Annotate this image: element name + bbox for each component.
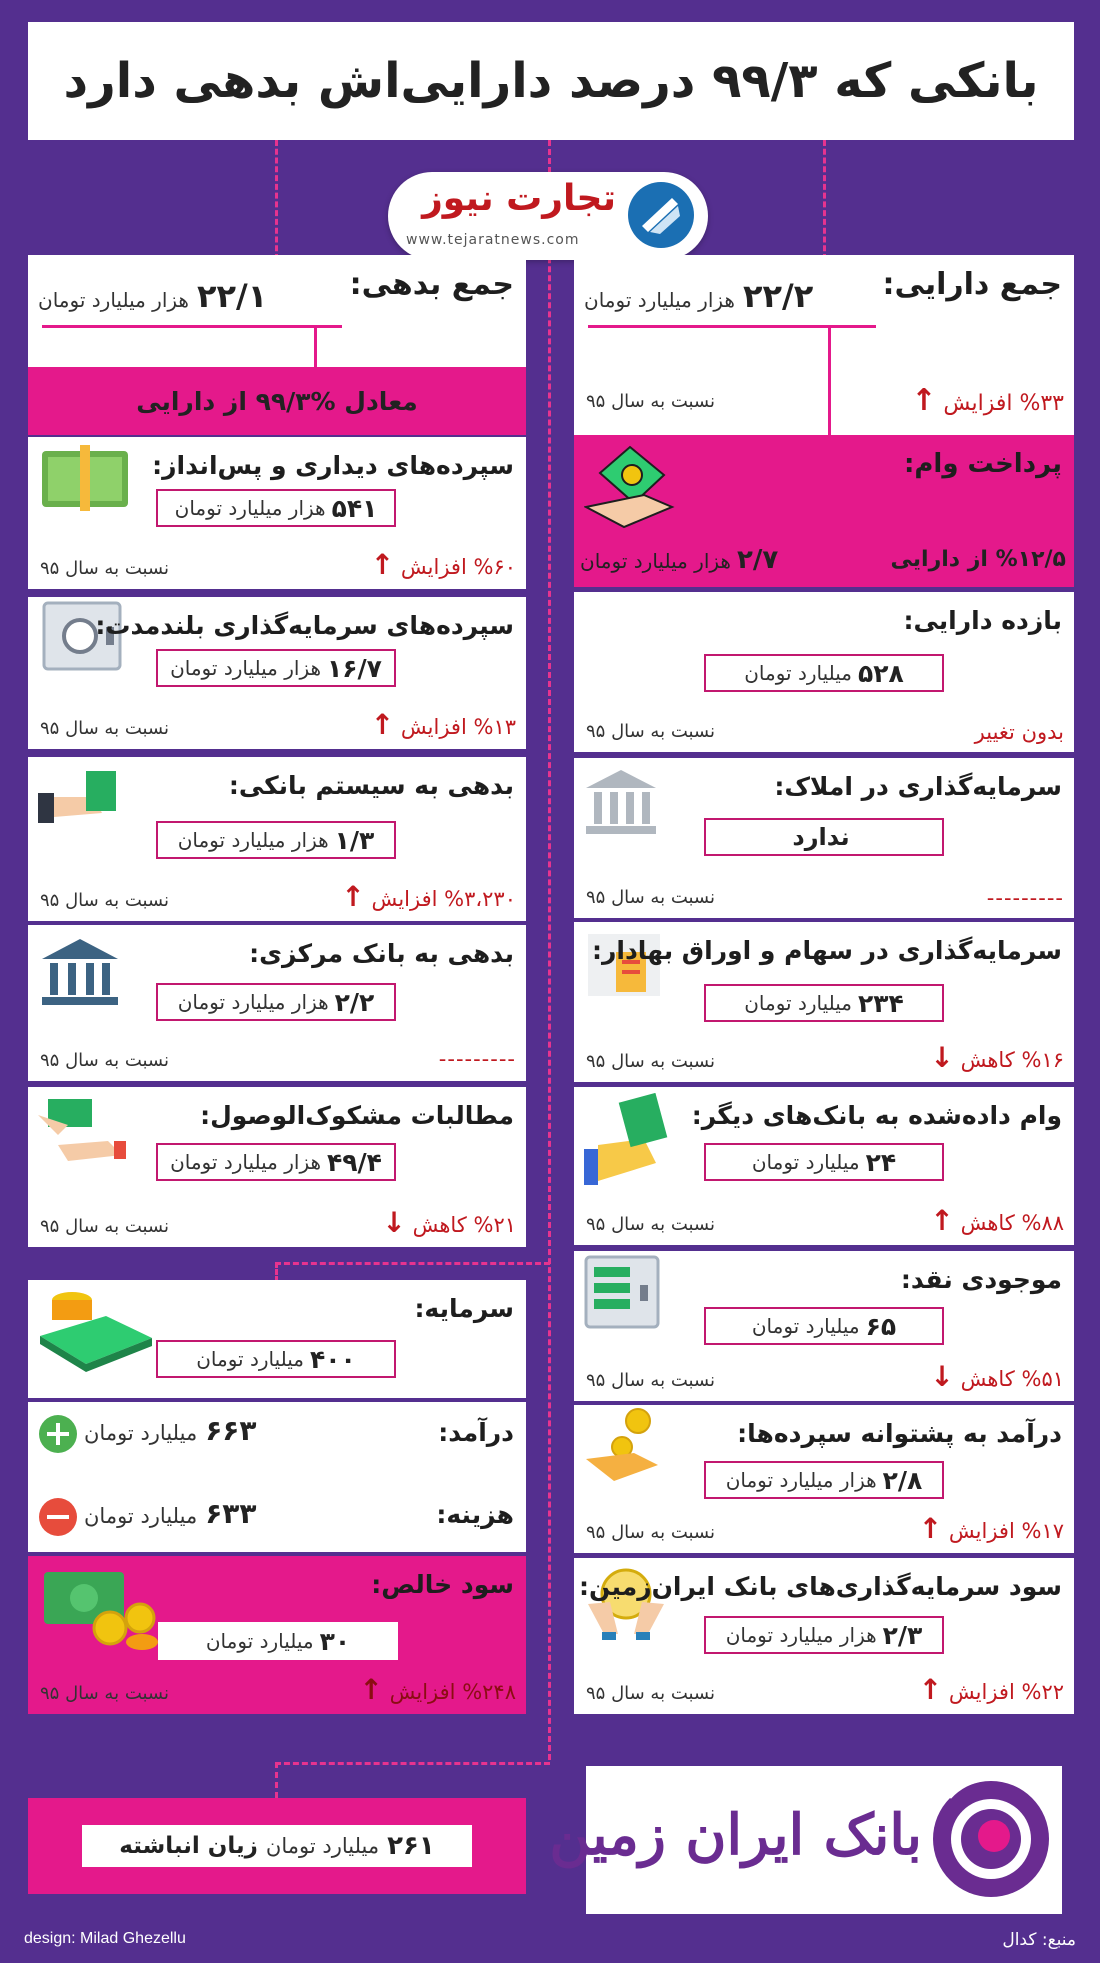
card-change: %۳،۲۳۰ افزایش ↑ — [341, 880, 516, 913]
capital-card — [28, 1280, 526, 1398]
bank-logo-text: بانک ایران زمین — [549, 1802, 922, 1868]
left-card-1 — [28, 597, 526, 749]
left-card-2 — [28, 757, 526, 921]
card-value-box: ۴۹/۴ هزار میلیارد تومان — [156, 1143, 396, 1181]
money-bundle-icon — [40, 445, 130, 515]
net-profit-heading: سود خالص: — [371, 1570, 514, 1599]
cash-vault-icon — [584, 1255, 660, 1335]
card-value-box: ۲/۲ هزار میلیارد تومان — [156, 983, 396, 1021]
source-credit: منبع: کدال — [1002, 1930, 1076, 1950]
total-assets-change: %۳۳ افزایش ↑ — [911, 383, 1064, 418]
bank-building-icon — [40, 937, 120, 1011]
total-debts-card — [28, 255, 526, 367]
card-value-box: ۲۴ میلیارد تومان — [704, 1143, 944, 1181]
plus-circle-icon — [38, 1414, 78, 1458]
card-heading: سرمایه‌گذاری در املاک: — [774, 772, 1062, 801]
card-value-box: ندارد — [704, 818, 944, 856]
card-heading: مطالبات مشکوک‌الوصول: — [200, 1101, 514, 1130]
loans-value: ۲/۷هزار میلیارد تومان — [580, 545, 779, 575]
card-change: %۱۶ کاهش ↓ — [930, 1041, 1064, 1074]
page-title: بانکی که ۹۹/۳ درصد دارایی‌اش بدهی دارد — [28, 22, 1074, 140]
card-change: %۵۱ کاهش ↓ — [930, 1360, 1064, 1393]
right-card-6 — [574, 1558, 1074, 1714]
total-assets-card — [574, 255, 1074, 435]
card-heading: بازده دارایی: — [903, 606, 1062, 635]
right-card-1 — [574, 758, 1074, 918]
logo-mark-icon — [628, 182, 694, 248]
bank-emblem-icon — [928, 1776, 1054, 1906]
card-heading: سود سرمایه‌گذاری‌های بانک ایران‌زمین: — [579, 1572, 1062, 1601]
income-expense-card — [28, 1402, 526, 1552]
card-value-box: ۱/۳ هزار میلیارد تومان — [156, 821, 396, 859]
left-card-3 — [28, 925, 526, 1081]
card-heading: سرمایه‌گذاری در سهام و اوراق بهادار: — [592, 936, 1062, 965]
card-value-box: ۲۳۴ میلیارد تومان — [704, 984, 944, 1022]
logo-url: www.tejaratnews.com — [406, 232, 580, 248]
card-change: %۱۷ افزایش ↑ — [918, 1512, 1064, 1545]
card-heading: موجودی نقد: — [900, 1265, 1062, 1294]
capital-heading: سرمایه: — [414, 1294, 514, 1323]
card-value-box: ۲/۸ هزار میلیارد تومان — [704, 1461, 944, 1499]
card-change: %۸۸ کاهش ↑ — [930, 1204, 1064, 1237]
loss-box: ۲۶۱ میلیارد تومان زیان انباشته — [82, 1825, 472, 1867]
bank-building-icon — [584, 768, 658, 842]
card-ref: نسبت به سال ۹۵ — [40, 1216, 169, 1237]
expense-heading: هزینه: — [436, 1500, 514, 1529]
card-ref: نسبت به سال ۹۵ — [40, 890, 169, 911]
card-change: %۶۰ افزایش ↑ — [370, 548, 516, 581]
card-ref: نسبت به سال ۹۵ — [40, 558, 169, 579]
card-value-box: ۵۴۱ هزار میلیارد تومان — [156, 489, 396, 527]
logo-name: تجارت نیوز — [422, 178, 616, 219]
card-ref: نسبت به سال ۹۵ — [586, 1370, 715, 1391]
total-assets-value: ۲۲/۲هزار میلیارد تومان — [584, 277, 814, 315]
debts-ratio-banner: معادل %۹۹/۳ از دارایی — [28, 367, 526, 435]
card-ref: نسبت به سال ۹۵ — [586, 1214, 715, 1235]
card-value-box: ۲/۳ هزار میلیارد تومان — [704, 1616, 944, 1654]
card-heading: وام داده‌شده به بانک‌های دیگر: — [691, 1101, 1062, 1130]
income-heading: درآمد: — [438, 1418, 514, 1447]
total-assets-heading: جمع دارایی: — [882, 267, 1062, 302]
left-card-4 — [28, 1087, 526, 1247]
loans-pct: %۱۲/۵ از دارایی — [890, 547, 1066, 572]
card-ref: نسبت به سال ۹۵ — [586, 887, 715, 908]
card-ref: نسبت به سال ۹۵ — [586, 1051, 715, 1072]
income-value: ۶۶۳میلیارد تومان — [84, 1414, 257, 1447]
coins-cash-icon — [40, 1566, 160, 1658]
card-change: --------- — [986, 886, 1064, 910]
card-change: %۱۳ افزایش ↑ — [370, 708, 516, 741]
left-card-0 — [28, 437, 526, 589]
card-value-box: ۶۵ میلیارد تومان — [704, 1307, 944, 1345]
card-change: %۲۲ افزایش ↑ — [918, 1673, 1064, 1706]
card-heading: بدهی به سیستم بانکی: — [228, 771, 514, 800]
hand-coin-icon — [584, 1407, 664, 1491]
right-card-5 — [574, 1405, 1074, 1553]
card-heading: درآمد به پشتوانه سپرده‌ها: — [737, 1419, 1062, 1448]
fist-money-icon — [584, 1093, 674, 1193]
total-debts-value: ۲۲/۱هزار میلیارد تومان — [38, 277, 268, 315]
cash-stack-icon — [36, 1286, 156, 1380]
right-card-0 — [574, 592, 1074, 752]
card-heading: بدهی به بانک مرکزی: — [249, 939, 514, 968]
right-card-2 — [574, 922, 1074, 1082]
loans-card — [574, 435, 1074, 587]
card-value-box: ۱۶/۷ هزار میلیارد تومان — [156, 649, 396, 687]
card-ref: نسبت به سال ۹۵ — [586, 1522, 715, 1543]
card-value-box: ۵۲۸ میلیارد تومان — [704, 654, 944, 692]
design-credit: design: Milad Ghezellu — [24, 1930, 186, 1947]
card-heading: سپرده‌های سرمایه‌گذاری بلندمدت: — [95, 611, 514, 640]
hands-cash-icon — [38, 1095, 128, 1175]
hand-money-icon — [38, 767, 122, 837]
net-profit-value-box: ۳۰ میلیارد تومان — [158, 1622, 398, 1660]
minus-circle-icon — [38, 1497, 78, 1541]
card-change: --------- — [438, 1047, 516, 1071]
card-ref: نسبت به سال ۹۵ — [586, 1683, 715, 1704]
card-change: بدون تغییر — [974, 720, 1064, 744]
net-profit-change: %۲۴۸ افزایش ↑ — [359, 1673, 516, 1706]
net-profit-ref: نسبت به سال ۹۵ — [40, 1683, 169, 1704]
expense-value: ۶۳۳میلیارد تومان — [84, 1497, 257, 1530]
total-debts-heading: جمع بدهی: — [349, 267, 514, 302]
net-profit-card — [28, 1556, 526, 1714]
card-ref: نسبت به سال ۹۵ — [40, 1050, 169, 1071]
card-ref: نسبت به سال ۹۵ — [586, 721, 715, 742]
right-card-3 — [574, 1087, 1074, 1245]
capital-value-box: ۴۰۰ میلیارد تومان — [156, 1340, 396, 1378]
card-heading: سپرده‌های دیداری و پس‌انداز: — [152, 451, 514, 480]
card-ref: نسبت به سال ۹۵ — [40, 718, 169, 739]
total-assets-ref: نسبت به سال ۹۵ — [586, 391, 715, 412]
card-change: %۲۱ کاهش ↓ — [382, 1206, 516, 1239]
tejaratnews-logo — [388, 172, 708, 260]
accumulated-loss-banner — [28, 1798, 526, 1894]
hand-coin-icon — [584, 445, 676, 535]
right-card-4 — [574, 1251, 1074, 1401]
bank-logo — [549, 1766, 1062, 1914]
loans-heading: پرداخت وام: — [903, 449, 1062, 479]
